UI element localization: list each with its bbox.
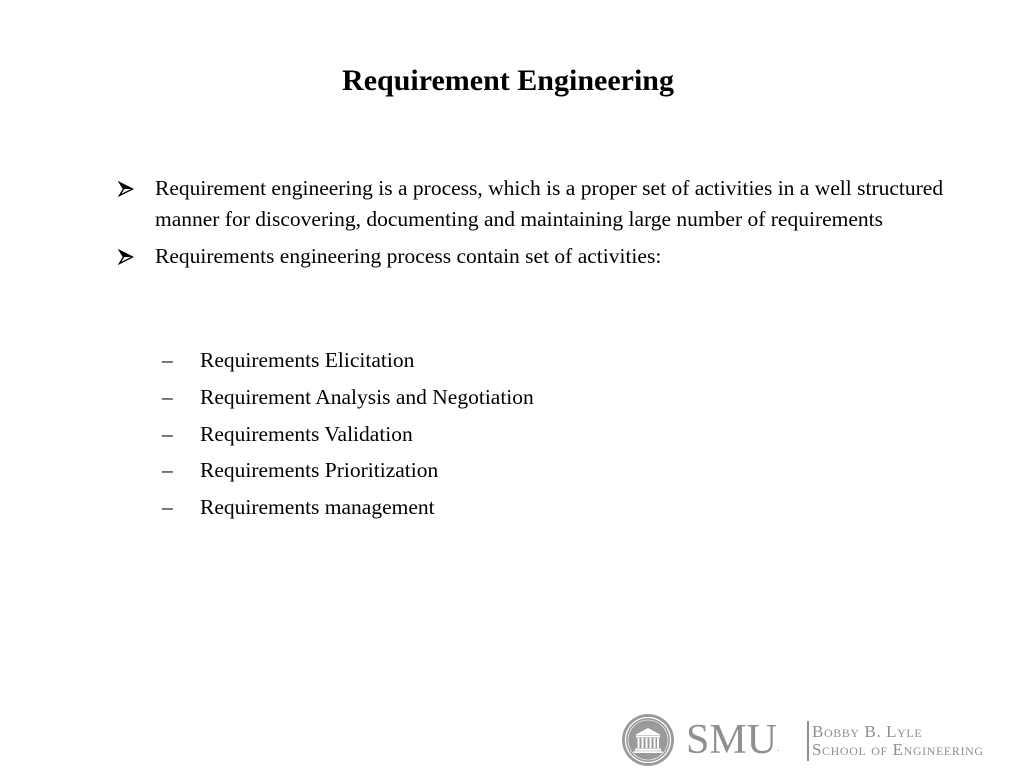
sub-bullet-text: Requirements management — [200, 495, 435, 520]
sub-bullet-text: Requirement Analysis and Negotiation — [200, 384, 534, 409]
bullet-item — [118, 241, 948, 272]
smu-seal-icon — [619, 713, 677, 767]
sub-bullet-list — [162, 345, 534, 529]
sub-bullet-text: Requirements Elicitation — [200, 348, 415, 372]
dash-marker: – — [162, 421, 173, 446]
school-name-line-1: Bobby B. Lyle — [812, 722, 923, 741]
dash-marker: – — [162, 384, 173, 409]
sub-bullet-item — [162, 382, 534, 412]
arrowhead-bullet-icon — [118, 241, 136, 272]
arrowhead-bullet-icon — [118, 173, 136, 204]
dash-marker: – — [162, 348, 173, 372]
dash-marker: – — [162, 458, 173, 483]
smu-lyle-logo — [617, 710, 1024, 768]
sub-bullet-item — [162, 455, 534, 485]
bullet-list — [118, 173, 948, 278]
slide-title: Requirement Engineering — [342, 64, 674, 97]
sub-bullet-item — [162, 492, 534, 522]
bullet-text: Requirements engineering process contain set of activities: — [155, 244, 662, 268]
sub-bullet-text: Requirements Validation — [200, 421, 413, 446]
sub-bullet-text: Requirements Prioritization — [200, 458, 439, 483]
trademark-mark: . — [777, 743, 780, 753]
sub-bullet-item — [162, 419, 534, 449]
dash-marker: – — [162, 495, 173, 520]
bullet-text: Requirement engineering is a process, which is a proper set of activities in a well structured manner for discovering, documenting and maintaining large number of requirements — [155, 176, 944, 231]
school-name-line-2: School of Engineering — [812, 740, 984, 759]
smu-wordmark: SMU — [686, 717, 778, 763]
sub-bullet-item — [162, 345, 534, 375]
logo-divider — [807, 721, 809, 761]
bullet-item — [118, 173, 948, 235]
